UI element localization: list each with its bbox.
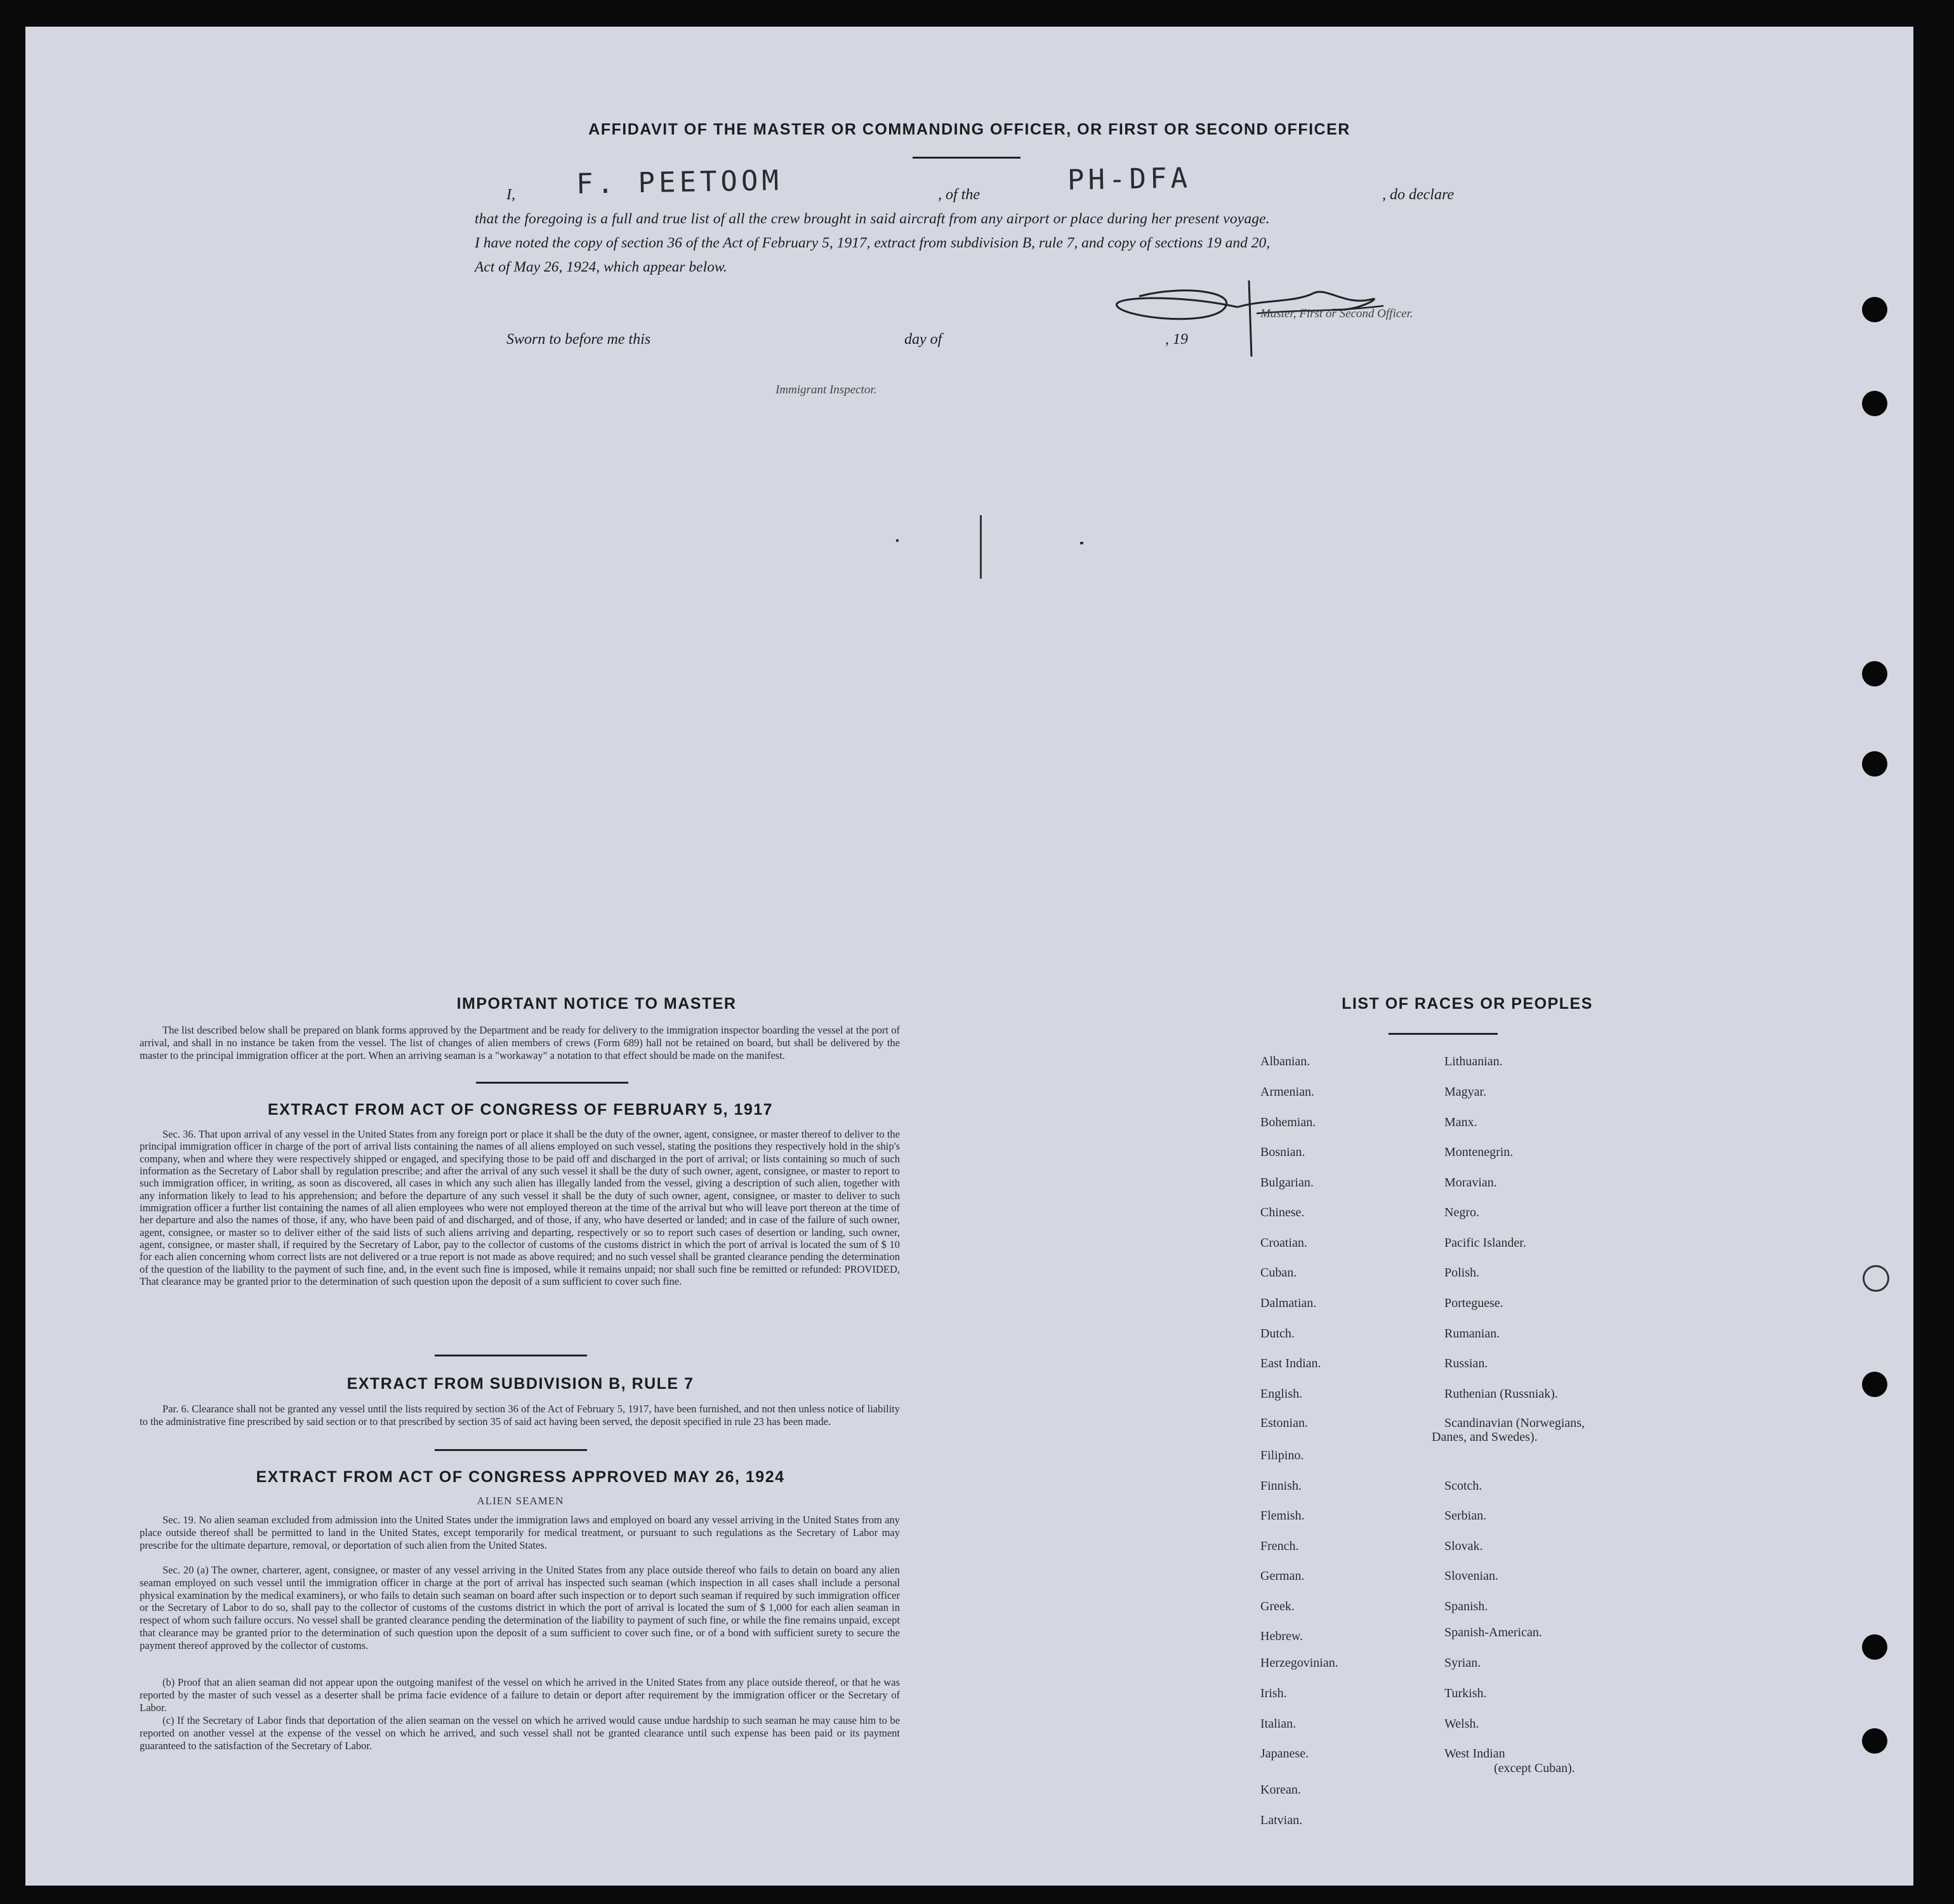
officer-name-handwritten: F. PEETOOM: [576, 164, 783, 200]
races-title-rule: [1389, 1033, 1498, 1035]
extract-1924-sec20c: (c) If the Secretary of Labor finds that deportation of the alien seaman on the vessel on which he arrived would cause undue hardship to such seaman he may cause him to be reported on another vessel at the expense of the vessel on which he arrived, and such vessel shall not be granted clearance until such expense has been paid or its payment guaranteed to the satisfaction of the Secretary of Labor.: [140, 1714, 900, 1752]
extract-1924-sec19: Sec. 19. No alien seaman excluded from admission into the United States under the immigration laws and employed on board any vessel arriving in the United States from any place outside thereof shall be permitted to land in the United States, except temporarily for medical treatment, or pursuant to such regulations as the Secretary of Labor may prescribe for the ultimate departure, removal, or deportation of such alien from the United States.: [140, 1514, 900, 1551]
race-list-item: Porteguese.: [1444, 1296, 1503, 1310]
race-list-item: Japanese.: [1260, 1747, 1309, 1761]
race-list-item: Filipino.: [1260, 1448, 1304, 1462]
race-list-item: Herzegovinian.: [1260, 1656, 1338, 1670]
binder-hole: [1862, 297, 1887, 322]
race-list-item: English.: [1260, 1387, 1303, 1401]
race-list-item: German.: [1260, 1569, 1305, 1583]
races-title: LIST OF RACES OR PEOPLES: [1342, 995, 1593, 1013]
race-list-item: Syrian.: [1444, 1656, 1481, 1670]
scan-mark: [980, 515, 982, 579]
binder-hole: [1862, 391, 1887, 416]
race-list-item: Dalmatian.: [1260, 1296, 1317, 1310]
day-of-label: day of: [904, 331, 942, 348]
race-list-item: Montenegrin.: [1444, 1145, 1514, 1159]
extract-1924-subtitle: ALIEN SEAMEN: [477, 1495, 564, 1507]
scan-mark: [1080, 542, 1083, 544]
extract-1917-rule: [435, 1355, 587, 1356]
race-list-item: Slovenian.: [1444, 1569, 1498, 1583]
race-list-item: Spanish-American.: [1444, 1625, 1542, 1639]
race-list-item: Spanish.: [1444, 1599, 1488, 1613]
race-list-item: Chinese.: [1260, 1205, 1305, 1219]
year-label: , 19: [1165, 331, 1188, 348]
notice-rule: [476, 1082, 628, 1084]
race-list-item: Danes, and Swedes).: [1432, 1430, 1538, 1444]
race-list-item: East Indian.: [1260, 1356, 1321, 1370]
extract-1917-text: Sec. 36. That upon arrival of any vessel in the United States from any foreign port or place it shall be the duty of the owner, agent, consignee, or master thereof to deliver to the principal immigration officer in charge of the port of arrival lists containing the names of all aliens employed on such vessel, stating the positions they respectively hold in the ship's company, when and where they were respectively shipped or engaged, and specifying those to be paid off and discharged in the port of arrival; or lists containing so much of such information as the Secretary of Labor shall by regulation prescribe; and after the arrival of any such vessel it shall be the duty of such owner, agent, consignee, or master to report to such immigration officer, in writing, as soon as discovered, all cases in which any such alien has illegally landed from the vessel, giving a description of such alien, together with any information likely to lead to his apprehension; and before the departure of any such vessel it shall be the duty of such owner, agent, consignee, or master to deliver to such immigration officer a further list containing the names of all alien employees who were not employed thereon at the time of the arrival but who will leave port thereon at the time of her departure and also the names of those, if any, who have been paid of and discharged, and of those, if any, who have deserted or landed; and in case of the failure of such owner, agent, consignee, or master so to deliver either of the said lists of such aliens arriving and departing, respectively or so to report such cases of desertion or landing, such owner, agent, consignee, or master shall, if required by the Secretary of Labor, pay to the collector of customs of the customs district in which the port of arrival is located the sum of $ 10 for each alien concerning whom correct lists are not delivered or a true report is not made as above required; and no such vessel shall be granted clearance pending the determination of the question of the liability to the payment of such fine, and, in the event such fine is imposed, while it remains unpaid; nor shall such fine be remitted or refunded: PROVIDED, That clearance may be granted prior to the determination of such question upon the deposit of a sum sufficient to cover such fine.: [140, 1128, 900, 1288]
affidavit-line-3: I have noted the copy of section 36 of the Act of February 5, 1917, extract from subdivision B, rule 7, and copy of sections 19 and 20,: [475, 235, 1271, 251]
race-list-item: Hebrew.: [1260, 1629, 1304, 1643]
race-list-item: Armenian.: [1260, 1085, 1314, 1099]
binder-hole: [1862, 1634, 1887, 1660]
affidavit-of-the-label: , of the: [938, 187, 980, 203]
race-list-item: Finnish.: [1260, 1479, 1302, 1493]
race-list-item: Lithuanian.: [1444, 1054, 1503, 1068]
race-list-item: (except Cuban).: [1494, 1761, 1575, 1775]
extract-1917-title: EXTRACT FROM ACT OF CONGRESS OF FEBRUARY 5, 1917: [267, 1101, 774, 1119]
binder-hole: [1862, 661, 1887, 686]
race-list-item: Flemish.: [1260, 1509, 1305, 1523]
race-list-item: Dutch.: [1260, 1327, 1295, 1341]
race-list-item: Welsh.: [1444, 1717, 1479, 1731]
race-list-item: Turkish.: [1444, 1686, 1487, 1700]
race-list-item: Irish.: [1260, 1686, 1287, 1700]
binder-hole: [1862, 1372, 1887, 1397]
race-list-item: Ruthenian (Russniak).: [1444, 1387, 1558, 1401]
race-list-item: Italian.: [1260, 1717, 1297, 1731]
affidavit-i-label: I,: [506, 187, 515, 203]
race-list-item: Cuban.: [1260, 1266, 1297, 1280]
race-list-item: Manx.: [1444, 1115, 1477, 1129]
scan-mark: [896, 539, 899, 542]
aircraft-registration-handwritten: PH-DFA: [1067, 162, 1192, 197]
race-list-item: French.: [1260, 1539, 1299, 1553]
binder-hole: [1862, 1728, 1887, 1754]
binder-hole: [1862, 751, 1887, 777]
race-list-item: Korean.: [1260, 1783, 1301, 1797]
race-list-item: Bohemian.: [1260, 1115, 1316, 1129]
race-list-item: Scotch.: [1444, 1479, 1482, 1493]
race-list-item: Scandinavian (Norwegians,: [1444, 1416, 1585, 1430]
inspector-caption: Immigrant Inspector.: [776, 383, 877, 397]
extract-rule7-rule: [435, 1449, 587, 1451]
binder-hole-outline: [1863, 1265, 1889, 1292]
race-list-item: Serbian.: [1444, 1509, 1487, 1523]
affidavit-line-4: Act of May 26, 1924, which appear below.: [475, 259, 727, 275]
affidavit-title-rule: [913, 157, 1020, 159]
race-list-item: Latvian.: [1260, 1813, 1303, 1827]
race-list-item: Russian.: [1444, 1356, 1488, 1370]
extract-1924-sec20b: (b) Proof that an alien seaman did not appear upon the outgoing manifest of the vessel on which he arrived in the United States from any place outside thereof, or that he was reported by the master of such vessel as a deserter shall be prima facie evidence of a failure to detain or deport after requirement by the immigration officer or the Secretary of Labor.: [140, 1676, 900, 1714]
race-list-item: Croatian.: [1260, 1236, 1307, 1250]
race-list-item: Negro.: [1444, 1205, 1479, 1219]
notice-title: IMPORTANT NOTICE TO MASTER: [456, 995, 737, 1013]
race-list-item: Magyar.: [1444, 1085, 1487, 1099]
race-list-item: Pacific Islander.: [1444, 1236, 1526, 1250]
race-list-item: Greek.: [1260, 1599, 1295, 1613]
extract-rule7-text: Par. 6. Clearance shall not be granted any vessel until the lists required by section 36 of the Act of February 5, 1917, have been furnished, and not then unless notice of liability to the administrative fine prescribed by said section or to that prescribed by section 35 of said act having been served, the deposit specified in rule 23 has been made.: [140, 1403, 900, 1428]
extract-rule7-title: EXTRACT FROM SUBDIVISION B, RULE 7: [347, 1375, 694, 1393]
sworn-label: Sworn to before me this: [506, 331, 651, 348]
document-sheet: [25, 27, 1913, 1886]
race-list-item: West Indian: [1444, 1747, 1505, 1761]
race-list-item: Moravian.: [1444, 1176, 1497, 1190]
signature-caption: Master, First or Second Officer.: [1260, 307, 1413, 320]
race-list-item: Slovak.: [1444, 1539, 1483, 1553]
affidavit-line-2: that the foregoing is a full and true list of all the crew brought in said aircraft from any airport or place during her present voyage.: [475, 211, 1270, 227]
race-list-item: Bulgarian.: [1260, 1176, 1314, 1190]
race-list-item: Polish.: [1444, 1266, 1480, 1280]
race-list-item: Estonian.: [1260, 1416, 1308, 1430]
extract-1924-sec20a: Sec. 20 (a) The owner, charterer, agent, consignee, or master of any vessel arriving in the United States from any place outside thereof who fails to detain on board any alien seaman employed on such vessel until the immigration officer in charge at the port of arrival has inspected such seaman (which inspection in all cases shall include a personal physical examination by the medical examiners), or who fails to detain such seaman on board after such inspection or to deport such seaman if required by such immigration officer or the Secretary of Labor to do so, shall pay to the collector of customs of the customs district in which the port of arrival is located the sum of $ 1,000 for each alien seaman in respect of whom such failure occurs. No vessel shall be granted clearance pending the determination of the liability to payment of such fine, or while the fine remains unpaid, except that clearance may be granted prior to the determination of such question upon the deposit of a sum sufficient to cover such fine, or of a bond with sufficient surety to secure the payment thereof approved by the collector of customs.: [140, 1564, 900, 1651]
race-list-item: Albanian.: [1260, 1054, 1310, 1068]
race-list-item: Bosnian.: [1260, 1145, 1305, 1159]
affidavit-declare-label: , do declare: [1382, 187, 1455, 203]
officer-signature: [1104, 268, 1460, 376]
extract-1924-title: EXTRACT FROM ACT OF CONGRESS APPROVED MAY 26, 1924: [256, 1468, 785, 1486]
notice-text: The list described below shall be prepared on blank forms approved by the Department and be ready for delivery to the immigration inspector boarding the vessel at the port of arrival, and shall in no instance be taken from the vessel. The list of changes of alien members of crews (Form 689) hall not be retained on board, but shall be delivered by the master to the principal immigration officer at the port. When an arriving seaman is a "workaway" a notation to that effect should be made on the manifest.: [140, 1024, 900, 1061]
race-list-item: Rumanian.: [1444, 1327, 1500, 1341]
affidavit-title: AFFIDAVIT OF THE MASTER OR COMMANDING OFFICER, OR FIRST OR SECOND OFFICER: [588, 121, 1350, 138]
